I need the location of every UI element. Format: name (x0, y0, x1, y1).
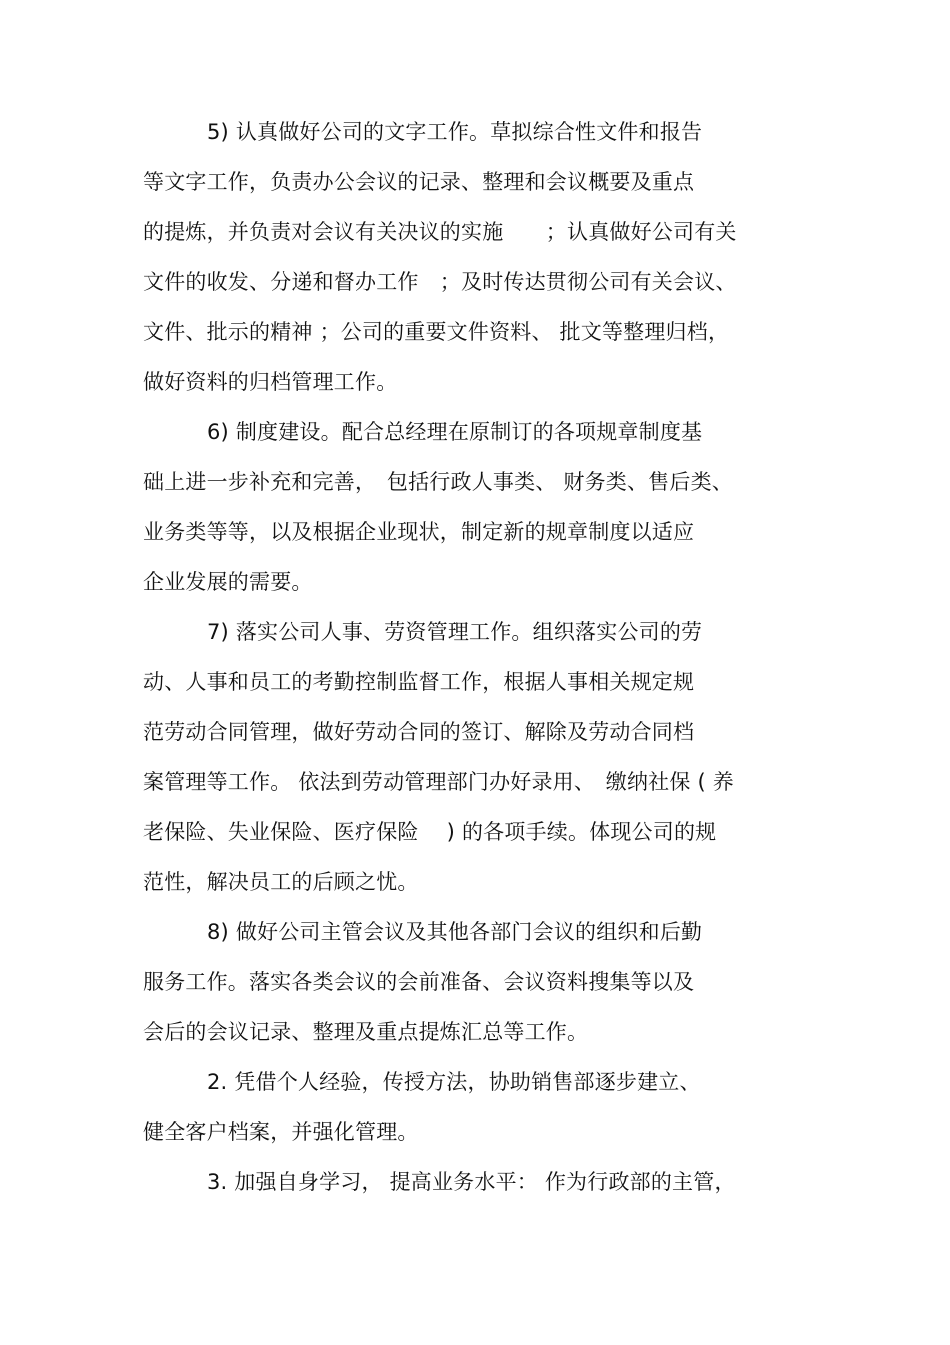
text-line: 案管理等工作。 依法到劳动管理部门办好录用、 缴纳社保 ( 养 (143, 770, 734, 794)
text-line: 等文字工作，负责办公会议的记录、整理和会议概要及重点 (143, 170, 695, 194)
text-line: 范劳动合同管理，做好劳动合同的签订、解除及劳动合同档 (143, 720, 695, 744)
text-line: 6) 制度建设。配合总经理在原制订的各项规章制度基 (207, 420, 703, 444)
text-line: 的提炼，并负责对会议有关决议的实施 ；认真做好公司有关 (143, 220, 737, 244)
text-line: 文件、批示的精神 ；公司的重要文件资料、 批文等整理归档， (143, 320, 730, 344)
text-line: 动、人事和员工的考勤控制监督工作，根据人事相关规定规 (143, 670, 695, 694)
text-line: 8) 做好公司主管会议及其他各部门会议的组织和后勤 (207, 920, 703, 944)
text-line: 做好资料的归档管理工作。 (143, 370, 398, 394)
text-line: 文件的收发、分递和督办工作 ；及时传达贯彻公司有关会议、 (143, 270, 737, 294)
text-line: 老保险、失业保险、医疗保险 ) 的各项手续。体现公司的规 (143, 820, 717, 844)
text-line: 服务工作。落实各类会议的会前准备、会议资料搜集等以及 (143, 970, 695, 994)
text-line: 会后的会议记录、整理及重点提炼汇总等工作。 (143, 1020, 589, 1044)
text-line: 范性，解决员工的后顾之忧。 (143, 870, 419, 894)
text-line: 业务类等等，以及根据企业现状，制定新的规章制度以适应 (143, 520, 695, 544)
text-line: 健全客户档案，并强化管理。 (143, 1120, 419, 1144)
text-line: 2. 凭借个人经验，传授方法，协助销售部逐步建立、 (207, 1070, 701, 1094)
text-line: 3. 加强自身学习， 提高业务水平： 作为行政部的主管， (207, 1170, 736, 1194)
text-line: 础上进一步补充和完善， 包括行政人事类、 财务类、售后类、 (143, 470, 733, 494)
text-line: 7) 落实公司人事、劳资管理工作。组织落实公司的劳 (207, 620, 703, 644)
text-line: 5) 认真做好公司的文字工作。草拟综合性文件和报告 (207, 120, 703, 144)
text-line: 企业发展的需要。 (143, 570, 313, 594)
